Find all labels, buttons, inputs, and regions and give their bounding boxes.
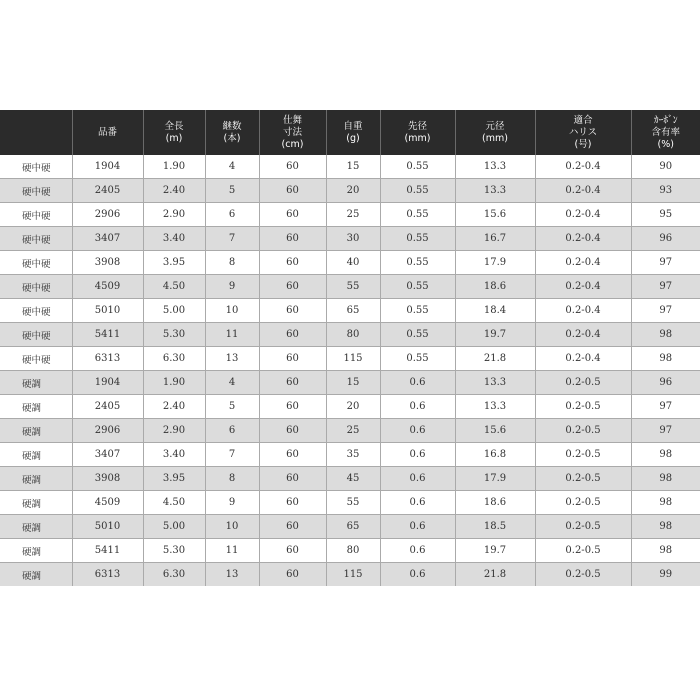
cell-line-rating: 0.2-0.5 (535, 491, 631, 515)
cell-line-rating: 0.2-0.4 (535, 203, 631, 227)
cell-butt-diameter: 21.8 (455, 563, 535, 587)
spec-table (0, 110, 700, 586)
cell-model: 3407 (72, 443, 143, 467)
cell-weight: 65 (326, 515, 380, 539)
cell-weight: 40 (326, 251, 380, 275)
header-cell-category (0, 110, 72, 155)
cell-category: 硬調 (0, 395, 72, 419)
cell-weight: 25 (326, 419, 380, 443)
header-cell-line-rating: 適合 ハリス (号) (535, 110, 631, 155)
cell-line-rating: 0.2-0.4 (535, 347, 631, 371)
cell-tip-diameter: 0.6 (380, 491, 455, 515)
cell-line-rating: 0.2-0.5 (535, 443, 631, 467)
cell-category: 硬調 (0, 491, 72, 515)
cell-sections: 13 (205, 563, 259, 587)
cell-butt-diameter: 16.8 (455, 443, 535, 467)
cell-category: 硬中硬 (0, 323, 72, 347)
table-row (0, 155, 700, 179)
cell-tip-diameter: 0.55 (380, 275, 455, 299)
table-row (0, 203, 700, 227)
cell-length: 5.30 (143, 539, 205, 563)
cell-carbon-content: 96 (631, 227, 700, 251)
cell-closed-length: 60 (259, 251, 326, 275)
cell-closed-length: 60 (259, 275, 326, 299)
cell-closed-length: 60 (259, 539, 326, 563)
cell-butt-diameter: 19.7 (455, 539, 535, 563)
cell-weight: 35 (326, 443, 380, 467)
cell-sections: 5 (205, 395, 259, 419)
cell-tip-diameter: 0.6 (380, 467, 455, 491)
cell-weight: 80 (326, 323, 380, 347)
cell-sections: 8 (205, 251, 259, 275)
cell-weight: 20 (326, 395, 380, 419)
table-body (0, 155, 700, 586)
cell-tip-diameter: 0.55 (380, 227, 455, 251)
cell-carbon-content: 95 (631, 203, 700, 227)
cell-line-rating: 0.2-0.5 (535, 395, 631, 419)
cell-model: 5411 (72, 323, 143, 347)
cell-tip-diameter: 0.6 (380, 563, 455, 587)
cell-weight: 15 (326, 155, 380, 179)
cell-weight: 25 (326, 203, 380, 227)
cell-length: 1.90 (143, 155, 205, 179)
cell-carbon-content: 98 (631, 491, 700, 515)
cell-closed-length: 60 (259, 203, 326, 227)
cell-sections: 6 (205, 419, 259, 443)
cell-line-rating: 0.2-0.4 (535, 179, 631, 203)
cell-length: 4.50 (143, 275, 205, 299)
cell-category: 硬調 (0, 419, 72, 443)
cell-category: 硬調 (0, 539, 72, 563)
cell-butt-diameter: 13.3 (455, 371, 535, 395)
cell-closed-length: 60 (259, 443, 326, 467)
table-row (0, 491, 700, 515)
cell-carbon-content: 96 (631, 371, 700, 395)
cell-category: 硬中硬 (0, 347, 72, 371)
cell-carbon-content: 98 (631, 443, 700, 467)
cell-sections: 5 (205, 179, 259, 203)
cell-category: 硬中硬 (0, 275, 72, 299)
cell-carbon-content: 93 (631, 179, 700, 203)
cell-model: 4509 (72, 491, 143, 515)
cell-tip-diameter: 0.55 (380, 179, 455, 203)
cell-carbon-content: 98 (631, 515, 700, 539)
cell-tip-diameter: 0.6 (380, 539, 455, 563)
cell-line-rating: 0.2-0.4 (535, 275, 631, 299)
cell-closed-length: 60 (259, 419, 326, 443)
cell-closed-length: 60 (259, 563, 326, 587)
cell-sections: 6 (205, 203, 259, 227)
cell-category: 硬調 (0, 443, 72, 467)
cell-weight: 20 (326, 179, 380, 203)
cell-butt-diameter: 17.9 (455, 467, 535, 491)
header-cell-weight: 自重 (g) (326, 110, 380, 155)
cell-model: 2906 (72, 419, 143, 443)
cell-sections: 10 (205, 515, 259, 539)
cell-tip-diameter: 0.55 (380, 347, 455, 371)
cell-carbon-content: 98 (631, 323, 700, 347)
cell-butt-diameter: 13.3 (455, 395, 535, 419)
cell-butt-diameter: 15.6 (455, 419, 535, 443)
cell-sections: 9 (205, 491, 259, 515)
cell-closed-length: 60 (259, 395, 326, 419)
cell-line-rating: 0.2-0.4 (535, 155, 631, 179)
cell-line-rating: 0.2-0.5 (535, 515, 631, 539)
cell-length: 6.30 (143, 347, 205, 371)
header-cell-sections: 継数 (本) (205, 110, 259, 155)
cell-model: 2405 (72, 179, 143, 203)
cell-butt-diameter: 15.6 (455, 203, 535, 227)
cell-category: 硬中硬 (0, 155, 72, 179)
cell-model: 5010 (72, 515, 143, 539)
cell-carbon-content: 97 (631, 251, 700, 275)
cell-category: 硬中硬 (0, 299, 72, 323)
cell-tip-diameter: 0.55 (380, 323, 455, 347)
table-row (0, 443, 700, 467)
cell-model: 3908 (72, 467, 143, 491)
header-cell-butt-diameter: 元径 (mm) (455, 110, 535, 155)
cell-category: 硬調 (0, 515, 72, 539)
cell-length: 4.50 (143, 491, 205, 515)
cell-category: 硬中硬 (0, 227, 72, 251)
cell-length: 3.95 (143, 251, 205, 275)
table-row (0, 539, 700, 563)
cell-weight: 45 (326, 467, 380, 491)
cell-carbon-content: 90 (631, 155, 700, 179)
cell-weight: 115 (326, 563, 380, 587)
cell-tip-diameter: 0.6 (380, 371, 455, 395)
cell-closed-length: 60 (259, 155, 326, 179)
cell-carbon-content: 97 (631, 299, 700, 323)
header-cell-tip-diameter: 先径 (mm) (380, 110, 455, 155)
cell-sections: 8 (205, 467, 259, 491)
cell-line-rating: 0.2-0.4 (535, 227, 631, 251)
cell-model: 5411 (72, 539, 143, 563)
cell-category: 硬中硬 (0, 251, 72, 275)
header-cell-length: 全長 (m) (143, 110, 205, 155)
cell-carbon-content: 99 (631, 563, 700, 587)
cell-carbon-content: 98 (631, 539, 700, 563)
table-row (0, 371, 700, 395)
cell-carbon-content: 97 (631, 419, 700, 443)
cell-length: 3.95 (143, 467, 205, 491)
cell-sections: 7 (205, 227, 259, 251)
table-row (0, 347, 700, 371)
cell-model: 2405 (72, 395, 143, 419)
table-row (0, 227, 700, 251)
cell-tip-diameter: 0.6 (380, 515, 455, 539)
cell-category: 硬中硬 (0, 179, 72, 203)
cell-closed-length: 60 (259, 227, 326, 251)
cell-line-rating: 0.2-0.4 (535, 251, 631, 275)
table-row (0, 419, 700, 443)
cell-sections: 4 (205, 371, 259, 395)
cell-category: 硬調 (0, 563, 72, 587)
header-cell-closed-length: 仕舞 寸法 (cm) (259, 110, 326, 155)
table-row (0, 323, 700, 347)
cell-line-rating: 0.2-0.5 (535, 563, 631, 587)
cell-weight: 115 (326, 347, 380, 371)
cell-butt-diameter: 17.9 (455, 251, 535, 275)
cell-length: 5.00 (143, 515, 205, 539)
cell-weight: 55 (326, 491, 380, 515)
cell-model: 6313 (72, 563, 143, 587)
cell-weight: 65 (326, 299, 380, 323)
cell-carbon-content: 97 (631, 275, 700, 299)
cell-weight: 15 (326, 371, 380, 395)
cell-butt-diameter: 13.3 (455, 155, 535, 179)
cell-length: 2.40 (143, 179, 205, 203)
cell-tip-diameter: 0.55 (380, 155, 455, 179)
cell-butt-diameter: 21.8 (455, 347, 535, 371)
cell-butt-diameter: 18.6 (455, 491, 535, 515)
table-row (0, 299, 700, 323)
cell-tip-diameter: 0.6 (380, 395, 455, 419)
table-row (0, 251, 700, 275)
cell-line-rating: 0.2-0.5 (535, 539, 631, 563)
cell-butt-diameter: 18.5 (455, 515, 535, 539)
header-row (0, 110, 700, 155)
cell-model: 1904 (72, 155, 143, 179)
cell-sections: 9 (205, 275, 259, 299)
cell-category: 硬中硬 (0, 203, 72, 227)
cell-butt-diameter: 13.3 (455, 179, 535, 203)
cell-butt-diameter: 18.4 (455, 299, 535, 323)
cell-weight: 80 (326, 539, 380, 563)
cell-model: 6313 (72, 347, 143, 371)
cell-tip-diameter: 0.55 (380, 203, 455, 227)
cell-closed-length: 60 (259, 371, 326, 395)
cell-closed-length: 60 (259, 467, 326, 491)
cell-closed-length: 60 (259, 323, 326, 347)
table-row (0, 563, 700, 587)
cell-butt-diameter: 19.7 (455, 323, 535, 347)
cell-sections: 4 (205, 155, 259, 179)
table-row (0, 275, 700, 299)
cell-line-rating: 0.2-0.5 (535, 467, 631, 491)
table-row (0, 515, 700, 539)
cell-line-rating: 0.2-0.4 (535, 299, 631, 323)
cell-length: 2.90 (143, 419, 205, 443)
cell-model: 5010 (72, 299, 143, 323)
cell-line-rating: 0.2-0.5 (535, 419, 631, 443)
cell-sections: 7 (205, 443, 259, 467)
cell-weight: 30 (326, 227, 380, 251)
cell-butt-diameter: 16.7 (455, 227, 535, 251)
cell-model: 2906 (72, 203, 143, 227)
cell-sections: 13 (205, 347, 259, 371)
header-cell-model: 品番 (72, 110, 143, 155)
cell-carbon-content: 97 (631, 395, 700, 419)
cell-length: 1.90 (143, 371, 205, 395)
cell-length: 3.40 (143, 227, 205, 251)
cell-tip-diameter: 0.55 (380, 251, 455, 275)
cell-model: 3908 (72, 251, 143, 275)
cell-carbon-content: 98 (631, 467, 700, 491)
table-row (0, 395, 700, 419)
cell-closed-length: 60 (259, 179, 326, 203)
cell-length: 5.00 (143, 299, 205, 323)
cell-tip-diameter: 0.6 (380, 419, 455, 443)
cell-butt-diameter: 18.6 (455, 275, 535, 299)
table-row (0, 179, 700, 203)
cell-carbon-content: 98 (631, 347, 700, 371)
cell-tip-diameter: 0.6 (380, 443, 455, 467)
cell-line-rating: 0.2-0.4 (535, 323, 631, 347)
cell-sections: 10 (205, 299, 259, 323)
cell-model: 3407 (72, 227, 143, 251)
cell-tip-diameter: 0.55 (380, 299, 455, 323)
cell-length: 5.30 (143, 323, 205, 347)
cell-category: 硬調 (0, 467, 72, 491)
cell-weight: 55 (326, 275, 380, 299)
cell-closed-length: 60 (259, 299, 326, 323)
cell-length: 2.40 (143, 395, 205, 419)
header-cell-carbon-content: ｶｰﾎﾞﾝ 含有率 (%) (631, 110, 700, 155)
cell-closed-length: 60 (259, 515, 326, 539)
cell-length: 2.90 (143, 203, 205, 227)
cell-length: 3.40 (143, 443, 205, 467)
cell-model: 1904 (72, 371, 143, 395)
cell-category: 硬調 (0, 371, 72, 395)
cell-sections: 11 (205, 539, 259, 563)
cell-closed-length: 60 (259, 347, 326, 371)
cell-closed-length: 60 (259, 491, 326, 515)
table-row (0, 467, 700, 491)
cell-sections: 11 (205, 323, 259, 347)
cell-line-rating: 0.2-0.5 (535, 371, 631, 395)
cell-length: 6.30 (143, 563, 205, 587)
cell-model: 4509 (72, 275, 143, 299)
